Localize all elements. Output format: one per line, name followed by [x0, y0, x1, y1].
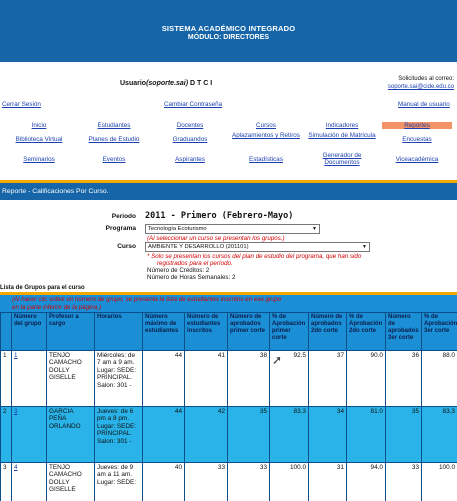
horas-text: Número de Horas Semanales: 2: [147, 274, 236, 281]
curso-label: Curso: [117, 243, 136, 250]
max-cell: 44: [143, 351, 185, 407]
aprobados-2-cell: 34: [309, 407, 347, 463]
aprobados-1-cell: 38: [228, 351, 270, 407]
curso-note-1: * Solo se presentan los cursos del plan de estudio del programa, que han sido: [147, 253, 362, 260]
aprobados-1-cell: 35: [228, 407, 270, 463]
curso-note-2: registrados para el período.: [157, 260, 233, 267]
col-pct-1: % de Aprobación primer corte: [270, 313, 309, 351]
groups-table: [0, 312, 457, 501]
nav-eventos[interactable]: Eventos: [102, 156, 126, 163]
curso-select[interactable]: [145, 242, 370, 252]
nav-inicio[interactable]: Inicio: [31, 122, 47, 129]
group-number-link[interactable]: 4: [14, 464, 18, 471]
nav-viceacademica[interactable]: Viceacadémica: [395, 156, 439, 163]
table-row: [1, 351, 457, 407]
mouse-cursor-icon: ➚: [272, 353, 283, 367]
col-profesor: Profesor a cargo: [47, 313, 95, 351]
nav-graduandos[interactable]: Graduandos: [172, 136, 208, 143]
programa-label: Programa: [105, 225, 136, 232]
col-inscritos: Número de estudiantes inscritos: [185, 313, 228, 351]
row-index: 2: [1, 407, 12, 463]
col-aprobados-3: Número de aprobados 3er corte: [386, 313, 422, 351]
pct-2-cell: 90.0: [347, 351, 386, 407]
col-pct-3: % de Aprobación 3er corte: [422, 313, 457, 351]
user-name: D T C I: [190, 80, 213, 87]
col-horarios: Horarios: [95, 313, 143, 351]
pct-1-cell: 83.3: [270, 407, 309, 463]
max-cell: 40: [143, 463, 185, 501]
logout-link[interactable]: Cerrar Sesión: [2, 101, 41, 108]
aprobados-1-cell: 33: [228, 463, 270, 501]
profesor-cell: TENJO CAMACHO DOLLY GISELLE: [47, 463, 95, 501]
nav-simulacion[interactable]: Simulación de Matrícula: [308, 132, 376, 139]
nav-generador[interactable]: Generador de Documentos: [322, 152, 362, 166]
pct-3-cell: 83.3: [422, 407, 457, 463]
row-index: 3: [1, 463, 12, 501]
nav-encuestas[interactable]: Encuestas: [402, 136, 432, 143]
table-header-row: [1, 313, 457, 351]
col-aprobados-1: Número de aprobados primer corte: [228, 313, 270, 351]
table-row: [1, 407, 457, 463]
col-grupo: Número del grupo: [12, 313, 47, 351]
user-manual-link[interactable]: Manual de usuario: [398, 101, 450, 108]
aprobados-3-cell: 36: [386, 351, 422, 407]
programa-select[interactable]: [145, 224, 320, 234]
horario-cell: Miércoles: de 7 am a 9 am. Lugar: SEDE: PRINCIPAL. Salon: 301 -: [95, 351, 143, 407]
aprobados-3-cell: 35: [386, 407, 422, 463]
user-prefix: Usuario: [120, 80, 147, 87]
support-box: [388, 75, 454, 91]
nav-cursos[interactable]: Cursos: [256, 122, 276, 129]
user-info: [120, 80, 212, 87]
user-account: (soporte.sai): [146, 80, 189, 87]
support-email-link[interactable]: soporte.sai@cide.edu.co: [387, 84, 454, 90]
app-header: [0, 0, 457, 62]
nav-aplazamientos[interactable]: Aplazamientos y Retiros: [232, 132, 300, 139]
nav-indicadores[interactable]: Indicadores: [325, 122, 359, 129]
col-aprobados-2: Número de aprobados 2do corte: [309, 313, 347, 351]
groups-notice: [0, 295, 457, 312]
chevron-down-icon: ▼: [312, 226, 317, 232]
chevron-down-icon: ▼: [362, 244, 367, 250]
periodo-value: 2011 - Primero (Febrero-Mayo): [145, 211, 294, 221]
pct-2-cell: 81.0: [347, 407, 386, 463]
nav-seminarios[interactable]: Seminarios: [23, 156, 55, 163]
programa-note: (Al seleccionar un curso se presentan los grupos.): [147, 235, 285, 242]
group-number-link[interactable]: 3: [14, 408, 18, 415]
aprobados-2-cell: 31: [309, 463, 347, 501]
nav-biblioteca[interactable]: Biblioteca Virtual: [15, 136, 63, 143]
profesor-cell: TENJO CAMACHO DOLLY GISELLE: [47, 351, 95, 407]
aprobados-3-cell: 33: [386, 463, 422, 501]
pct-3-cell: 100.0: [422, 463, 457, 501]
row-index: 1: [1, 351, 12, 407]
inscritos-cell: 42: [185, 407, 228, 463]
col-max: Número máximo de estudiantes: [143, 313, 185, 351]
periodo-label: Periodo: [111, 213, 136, 220]
inscritos-cell: 41: [185, 351, 228, 407]
col-pct-2: % de Aprobación 2do corte: [347, 313, 386, 351]
group-number-link[interactable]: 1: [14, 352, 18, 359]
pct-3-cell: 88.0: [422, 351, 457, 407]
nav-docentes[interactable]: Docentes: [176, 122, 204, 129]
nav-aspirantes[interactable]: Aspirantes: [175, 156, 205, 163]
horario-cell: Jueves: de 9 am a 11 am. Lugar: SEDE:: [95, 463, 143, 501]
nav-estudiantes[interactable]: Estudiantes: [97, 122, 131, 129]
nav-reportes[interactable]: Reportes: [404, 122, 430, 129]
groups-notice-line-1: (Al hacer clic sobre un número de grupo, se presenta la lista de estudiantes inscritos en ese grupo: [12, 296, 282, 303]
programa-selected: Tecnología Ecoturismo: [148, 226, 207, 232]
aprobados-2-cell: 37: [309, 351, 347, 407]
section-title: Reporte - Calificaciones Por Curso.: [0, 183, 457, 200]
col-index: [1, 313, 12, 351]
groups-notice-line-2: en la parte inferior de la página.): [12, 303, 102, 311]
pct-2-cell: 94.0: [347, 463, 386, 501]
groups-list-label: Lista de Grupos para el curso: [0, 285, 85, 291]
creditos-text: Número de Créditos: 2: [147, 267, 210, 274]
inscritos-cell: 33: [185, 463, 228, 501]
profesor-cell: GARCIA PEÑA ORLANDO: [47, 407, 95, 463]
pct-1-cell: 100.0: [270, 463, 309, 501]
nav-estadisticas[interactable]: Estadísticas: [249, 156, 283, 163]
table-row: [1, 463, 457, 501]
horario-cell: Jueves: de 6 pm a 8 pm. Lugar: SEDE: PRINCIPAL. Salon: 301 -: [95, 407, 143, 463]
change-password-link[interactable]: Cambiar Contraseña: [164, 101, 223, 108]
nav-planes[interactable]: Planes de Estudio: [88, 136, 140, 143]
support-label: Solicitudes al correo:: [398, 76, 454, 82]
module-title: MÓDULO: DIRECTORES: [187, 34, 270, 41]
curso-selected: AMBIENTE Y DESARROLLO (201101): [148, 244, 249, 250]
max-cell: 44: [143, 407, 185, 463]
pct-1-cell: 92.5: [270, 351, 309, 407]
system-title: SISTEMA ACADÉMICO INTEGRADO: [161, 24, 296, 33]
